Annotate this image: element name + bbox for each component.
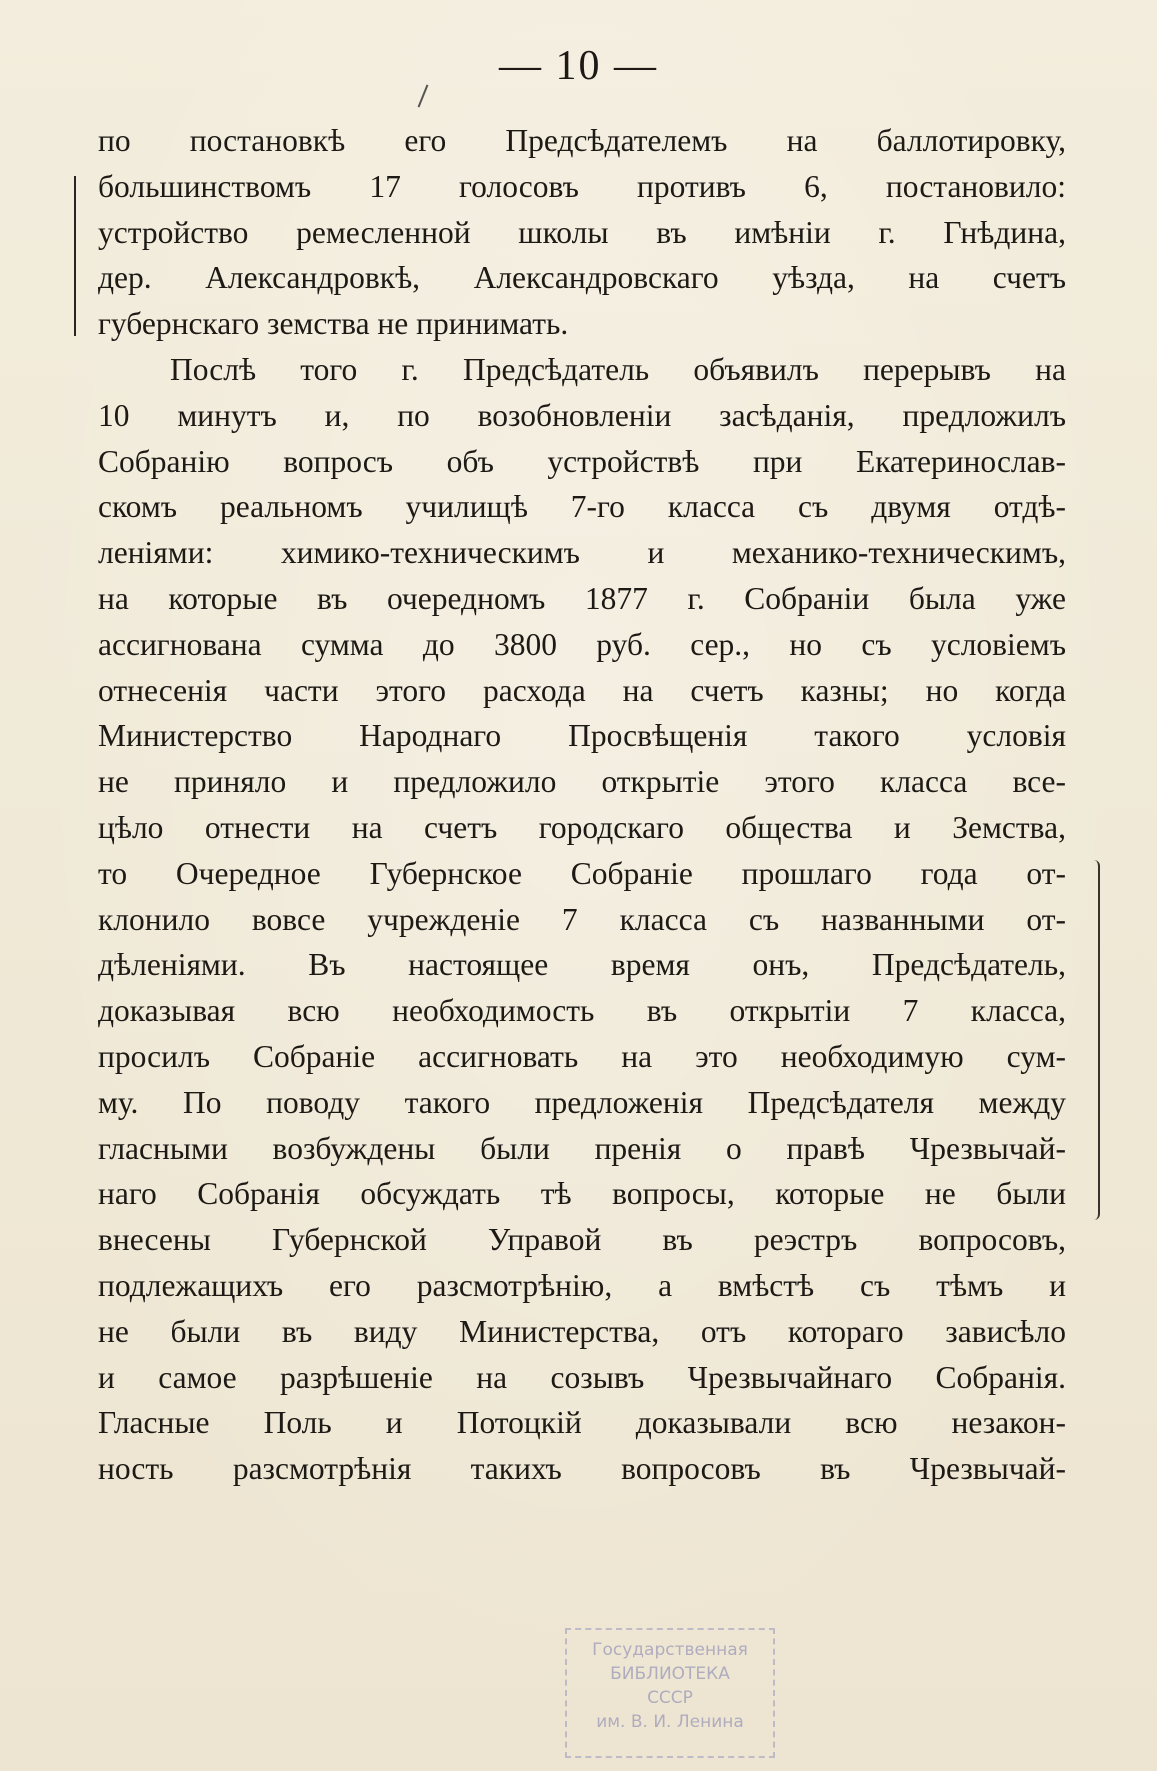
- text-line: дер. Александровкѣ, Александровскаго уѣзда, на счетъ: [98, 260, 1066, 296]
- text-line: просилъ Собраніе ассигновать на это необходимую сум-: [98, 1038, 1066, 1074]
- text-line: на которые въ очередномъ 1877 г. Собраніи была уже: [98, 580, 1066, 616]
- text-line: ность разсмотрѣнія такихъ вопросовъ въ Чрезвычай-: [98, 1451, 1066, 1487]
- text-line: гласными возбуждены были пренія о правѣ Чрезвычай-: [98, 1130, 1066, 1166]
- text-line: скомъ реальномъ училищѣ 7-го класса съ двумя отдѣ-: [98, 489, 1066, 525]
- text-line: дѣленіями. Въ настоящее время онъ, Предсѣдатель,: [98, 947, 1066, 983]
- text-line: не были въ виду Министерства, отъ котораго зависѣло: [98, 1313, 1066, 1349]
- margin-bracket-left: [74, 176, 82, 336]
- text-line: то Очередное Губернское Собраніе прошлаго года от-: [98, 855, 1066, 891]
- text-line: леніями: химико-техническимъ и механико-техническимъ,: [98, 535, 1066, 571]
- text-line: подлежащихъ его разсмотрѣнію, а вмѣстѣ съ тѣмъ и: [98, 1267, 1066, 1303]
- text-line: не приняло и предложило открытіе этого класса все-: [98, 764, 1066, 800]
- text-line: Собранію вопросъ объ устройствѣ при Екатеринослав-: [98, 443, 1066, 479]
- page-number: — 10 —: [499, 43, 658, 89]
- text-line: отнесенія части этого расхода на счетъ казны; но когда: [98, 672, 1066, 708]
- text-line: 10 минутъ и, по возобновленіи засѣданія, предложилъ: [98, 397, 1066, 433]
- text-line: внесены Губернской Управой въ реэстръ вопросовъ,: [98, 1222, 1066, 1258]
- text-line: по постановкѣ его Предсѣдателемъ на баллотировку,: [98, 123, 1066, 158]
- stamp-line: им. В. И. Ленина: [596, 1712, 744, 1732]
- text-line: большинствомъ 17 голосовъ противъ 6, постановило:: [98, 168, 1066, 204]
- text-line: ассигнована сумма до 3800 руб. сер., но съ условіемъ: [98, 626, 1066, 662]
- text-line: клонило вовсе учрежденіе 7 класса съ названными от-: [98, 901, 1066, 937]
- margin-bracket-right: [1094, 860, 1100, 1220]
- text-line: устройство ремесленной школы въ имѣніи г. Гнѣдина,: [98, 214, 1066, 250]
- text-line: наго Собранія обсуждать тѣ вопросы, которые не были: [98, 1176, 1066, 1212]
- stamp-line: Государственная: [592, 1640, 748, 1660]
- text-line: му. По поводу такого предложенія Предсѣдателя между: [98, 1084, 1066, 1120]
- text-line: и самое разрѣшеніе на созывъ Чрезвычайнаго Собранія.: [98, 1359, 1066, 1395]
- library-stamp: [565, 1628, 775, 1758]
- text-line: цѣло отнести на счетъ городскаго общества и Земства,: [98, 809, 1066, 845]
- body-text: [98, 118, 1066, 1492]
- text-line: доказывая всю необходимость въ открытіи 7 класса,: [98, 993, 1066, 1029]
- stamp-line: СССР: [647, 1688, 693, 1708]
- stamp-line: БИБЛИОТЕКА: [610, 1664, 730, 1684]
- text-line: Послѣ того г. Предсѣдатель объявилъ перерывъ на: [170, 351, 1066, 387]
- text-line: Гласные Поль и Потоцкій доказывали всю незакон-: [98, 1405, 1066, 1441]
- text-line: Министерство Народнаго Просвѣщенія такого условія: [98, 718, 1066, 754]
- text-line: губернскаго земства не принимать.: [98, 306, 569, 342]
